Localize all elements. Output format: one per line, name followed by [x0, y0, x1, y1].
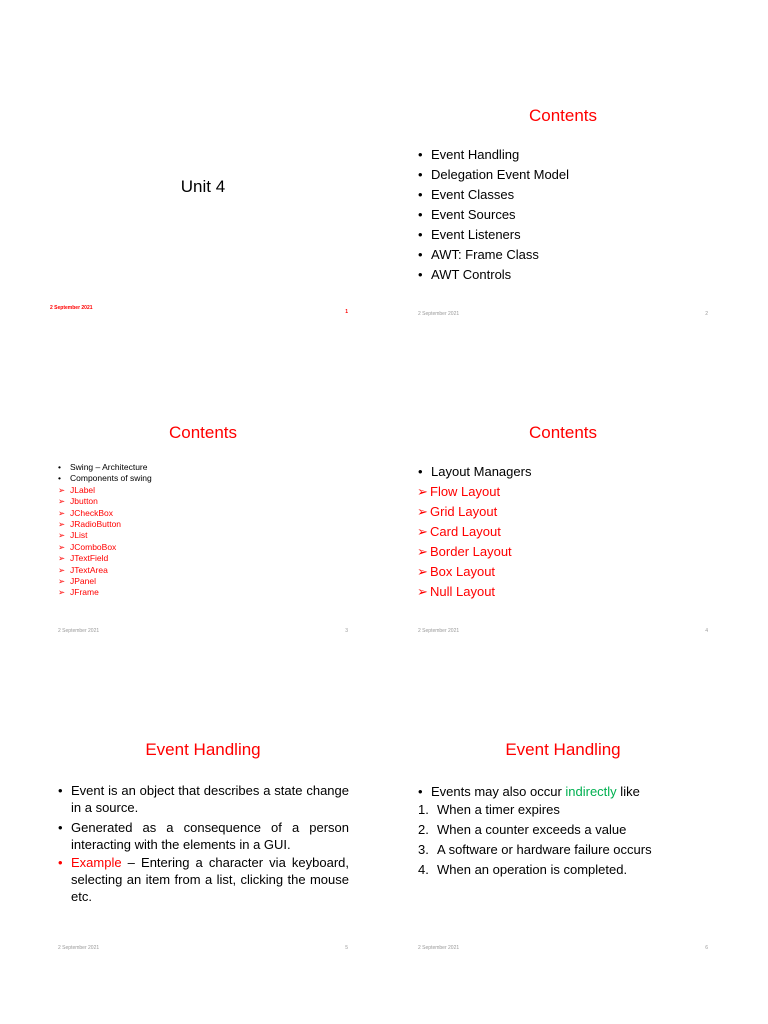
arrow-bullet-icon: ➢ [417, 524, 428, 539]
arrow-bullet-icon: ➢ [58, 587, 66, 598]
bullet-icon: • [418, 464, 423, 479]
bullet-icon: • [418, 784, 423, 799]
bullet-icon: • [58, 462, 61, 472]
contents-list [418, 145, 569, 285]
slide-1 [30, 40, 376, 330]
numbered-list [418, 800, 652, 880]
arrow-bullet-icon: ➢ [58, 496, 66, 507]
slide-title: Event Handling [145, 740, 261, 759]
slide-number: 1 [345, 309, 348, 315]
sub-list-item: ➢ JCheckBox [58, 507, 113, 518]
sub-list-item: ➢ JTextField [58, 553, 109, 564]
sub-list-item: ➢ Border Layout [418, 542, 531, 562]
slide-title: Contents [528, 423, 598, 442]
arrow-bullet-icon: ➢ [58, 519, 66, 530]
sub-list-item: ➢ Card Layout [418, 522, 531, 542]
arrow-bullet-icon: ➢ [417, 564, 428, 579]
bullet-icon: • [418, 227, 423, 242]
list-item: • Event Listeners [418, 225, 569, 245]
sub-list-item: ➢ JComboBox [58, 541, 117, 552]
contents-list [58, 462, 152, 599]
arrow-bullet-icon: ➢ [417, 584, 428, 599]
bullet-icon: • [418, 167, 423, 182]
bullet-icon: • [58, 783, 63, 798]
slide-5 [30, 674, 376, 964]
example-paragraph [58, 854, 349, 905]
sub-list-item: ➢ Null Layout [418, 582, 531, 602]
intro-paragraph: • Events may also occur indirectly like [418, 782, 709, 802]
sub-list-item: ➢ JRadioButton [58, 519, 122, 530]
arrow-bullet-icon: ➢ [417, 544, 428, 559]
slide-number: 5 [345, 945, 348, 951]
bullet-icon: • [418, 187, 423, 202]
arrow-bullet-icon: ➢ [417, 484, 428, 499]
list-item: • Event Handling [418, 145, 569, 165]
numbered-item: 4. When an operation is completed. [418, 862, 628, 877]
sub-list-item: ➢ Grid Layout [418, 502, 531, 522]
bullet-icon: • [418, 147, 423, 162]
list-item: • AWT: Frame Class [418, 245, 569, 265]
slide-date: 2 September 2021 [58, 628, 100, 634]
slide-date: 2 September 2021 [58, 945, 100, 951]
slide-number: 6 [705, 945, 708, 951]
slide-date: 2 September 2021 [50, 305, 93, 311]
list-item: • Delegation Event Model [418, 165, 569, 185]
arrow-bullet-icon: ➢ [58, 507, 66, 518]
slide-4 [390, 357, 736, 647]
arrow-bullet-icon: ➢ [58, 564, 66, 575]
list-item: • Event Classes [418, 185, 569, 205]
slide-number: 2 [705, 311, 708, 317]
arrow-bullet-icon: ➢ [58, 576, 66, 587]
sub-list-item: ➢ Flow Layout [418, 482, 531, 502]
paragraph: • Event is an object that describes a state change in a source. [58, 783, 349, 815]
sub-list-item: ➢ JTextArea [58, 564, 108, 575]
sub-list-item: ➢ JFrame [58, 587, 99, 598]
slide-date: 2 September 2021 [418, 311, 460, 317]
paragraph: • Generated as a consequence of a person interacting with the elements in a GUI. [58, 820, 349, 852]
slide-number: 4 [705, 628, 708, 634]
slide-2 [390, 40, 736, 330]
sub-list-item: ➢ Jbutton [58, 496, 98, 507]
slide-6 [390, 674, 736, 964]
slide-title: Contents [168, 423, 238, 442]
highlight-word: indirectly [565, 784, 617, 799]
numbered-item: 1. When a timer expires [418, 802, 560, 817]
sub-list-item: ➢ Box Layout [418, 562, 531, 582]
bullet-icon: • [418, 247, 423, 262]
bullet-icon: • [418, 207, 423, 222]
bullet-icon: • [58, 473, 61, 484]
bullet-icon: • [58, 820, 63, 835]
bullet-icon: • [58, 855, 63, 870]
slide-date: 2 September 2021 [418, 628, 460, 634]
arrow-bullet-icon: ➢ [58, 484, 66, 495]
list-item: • Layout Managers [418, 462, 531, 482]
sub-list-item: ➢ JPanel [58, 576, 96, 587]
numbered-item: 2. When a counter exceeds a value [418, 822, 627, 837]
sub-list-item: ➢ JLabel [58, 484, 96, 495]
arrow-bullet-icon: ➢ [417, 504, 428, 519]
example-label: Example [71, 855, 122, 870]
slide-date: 2 September 2021 [418, 945, 460, 951]
arrow-bullet-icon: ➢ [58, 553, 66, 564]
example-text: – Entering a character via keyboard, selecting an item from a list, clicking the mouse etc. [71, 855, 349, 904]
list-item: • Components of swing [58, 473, 152, 484]
bullet-icon: • [418, 267, 423, 282]
numbered-item: 3. A software or hardware failure occurs [418, 842, 652, 857]
contents-list [418, 462, 531, 602]
arrow-bullet-icon: ➢ [58, 530, 66, 541]
slide-title: Contents [528, 106, 598, 125]
list-item: • Swing – Architecture [58, 462, 148, 472]
slide-title: Event Handling [505, 740, 621, 759]
arrow-bullet-icon: ➢ [58, 541, 66, 552]
list-item: • AWT Controls [418, 265, 569, 285]
slide-number: 3 [345, 628, 348, 634]
list-item: • Event Sources [418, 205, 569, 225]
slide-title: Unit 4 [180, 177, 226, 196]
sub-list-item: ➢ JList [58, 530, 88, 541]
slide-3 [30, 357, 376, 647]
